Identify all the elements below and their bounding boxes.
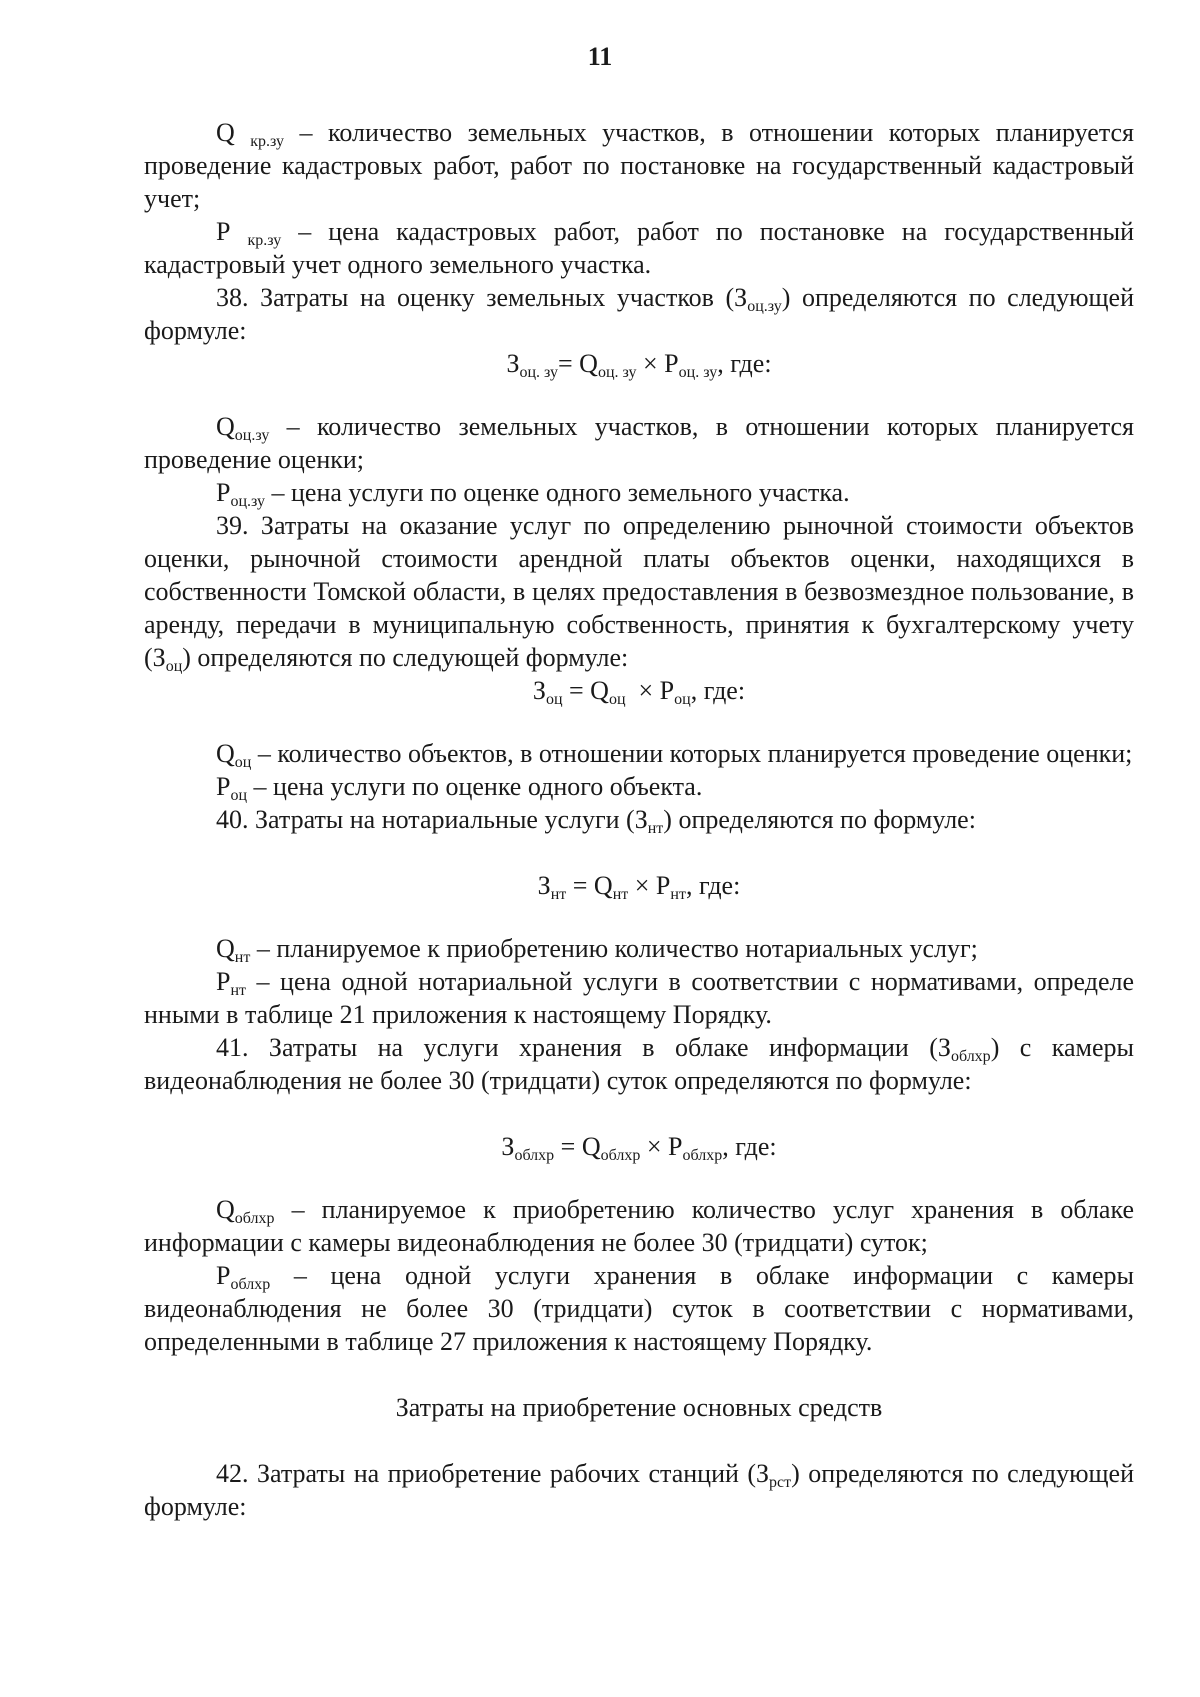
- definition-p-kr-zu: [144, 215, 1134, 281]
- subscript: оц.зу: [747, 298, 782, 315]
- definition-text: – цена услуги по оценке одного земельного участка.: [265, 478, 850, 507]
- formula-term: × Р: [636, 349, 679, 378]
- subscript: облхр: [234, 1210, 275, 1227]
- definition-text: – планируемое к приобретению количество нотариальных услуг;: [250, 934, 978, 963]
- document-body: [144, 116, 1134, 1523]
- item-38: [144, 281, 1134, 347]
- subscript: облхр: [682, 1147, 723, 1164]
- formula-suffix: , где:: [685, 871, 741, 900]
- formula-term: = Q: [562, 676, 609, 705]
- definition-q-oc-zu: [144, 410, 1134, 476]
- definition-text: – цена одной нотариальной услуги в соответствии с нормативами, определе нными в таблице 21 приложения к настоящему Порядку.: [144, 967, 1134, 1029]
- formula-oc-zu: [144, 347, 1134, 380]
- item-text-cont: ) определяются по следующей формуле:: [144, 283, 1135, 345]
- subscript: оц.зу: [230, 493, 266, 510]
- formula-term: З: [532, 676, 546, 705]
- item-42: [144, 1457, 1134, 1523]
- formula-term: × Р: [628, 871, 671, 900]
- symbol: Р: [216, 772, 231, 801]
- item-40: [144, 803, 1134, 836]
- subscript: оц: [608, 691, 626, 708]
- item-text: 39. Затраты на оказание услуг по определению рыночной стоимости объектов оценки, рыночной стоимости арендной платы объектов оценки, находящихся в собственности Томской области, в целях предоставления в безвозмездное пользование, в аренду, передачи в муниципальную собственность, принятия к бухгалтерскому учету (З: [144, 511, 1134, 672]
- symbol: Q: [216, 739, 235, 768]
- item-text: 41. Затраты на услуги хранения в облаке информации (З: [216, 1033, 951, 1062]
- subscript: нт: [230, 982, 247, 999]
- item-41: [144, 1031, 1134, 1097]
- formula-nt: [144, 869, 1134, 902]
- subscript: облхр: [514, 1147, 555, 1164]
- section-heading: Затраты на приобретение основных средств: [395, 1393, 883, 1422]
- formula-term: × Р: [625, 676, 675, 705]
- symbol: Р: [216, 217, 231, 246]
- formula-oc: [144, 674, 1134, 707]
- subscript: облхр: [230, 1276, 271, 1293]
- subscript: оц: [545, 691, 563, 708]
- definition-text: – цена кадастровых работ, работ по постановке на государственный кадастровый учет одного земельного участка.: [144, 217, 1135, 279]
- formula-term: = Q: [558, 349, 598, 378]
- item-text-cont: ) определяются по следующей формуле:: [182, 643, 629, 672]
- subscript: кр.зу: [250, 133, 285, 150]
- item-text-cont: ) определяются по следующей формуле:: [144, 1459, 1135, 1521]
- symbol: Р: [216, 478, 231, 507]
- subscript: нт: [234, 949, 251, 966]
- item-text: 38. Затраты на оценку земельных участков (З: [216, 283, 748, 312]
- subscript: нт: [647, 820, 664, 837]
- definition-q-kr-zu: [144, 116, 1134, 215]
- symbol: Р: [216, 967, 231, 996]
- symbol: Q: [216, 1195, 235, 1224]
- subscript: кр.зу: [247, 232, 282, 249]
- subscript: нт: [670, 886, 686, 903]
- formula-term: З: [506, 349, 520, 378]
- subscript: нт: [612, 886, 629, 903]
- symbol: Q: [216, 118, 235, 147]
- item-39: [144, 509, 1134, 674]
- symbol: Q: [216, 934, 235, 963]
- definition-q-oblhr: [144, 1193, 1134, 1259]
- page-number: 11: [587, 42, 613, 71]
- item-text-cont: ) определяются по формуле:: [663, 805, 976, 834]
- formula-term: × Р: [640, 1132, 683, 1161]
- definition-text: – цена одной услуги хранения в облаке информации с камеры видеонаблюдения не более 30 (тридцати) суток в соответствии с нормативами, определенными в таблице 27 приложения к настоящему Порядку.: [144, 1261, 1134, 1356]
- formula-oblhr: [144, 1130, 1134, 1163]
- formula-term: = Q: [566, 871, 613, 900]
- item-text: 40. Затраты на нотариальные услуги (З: [216, 805, 648, 834]
- item-text-cont: ) с камеры видеонаблюдения не более 30 (тридцати) суток определяются по формуле:: [144, 1033, 1134, 1095]
- subscript: оц. зу: [597, 364, 637, 381]
- subscript: облхр: [600, 1147, 641, 1164]
- definition-p-oc-zu: [144, 476, 1134, 509]
- symbol: Q: [216, 412, 235, 441]
- definition-q-nt: [144, 932, 1134, 965]
- subscript: нт: [550, 886, 567, 903]
- item-text: 42. Затраты на приобретение рабочих станций (З: [216, 1459, 770, 1488]
- formula-term: З: [501, 1132, 515, 1161]
- definition-q-oc: [144, 737, 1134, 770]
- formula-term: = Q: [554, 1132, 601, 1161]
- formula-term: З: [537, 871, 551, 900]
- definition-p-oc: [144, 770, 1134, 803]
- symbol: Р: [216, 1261, 231, 1290]
- definition-p-nt: [144, 965, 1134, 1031]
- definition-text: – количество объектов, в отношении которых планируется проведение оценки;: [251, 739, 1133, 768]
- subscript: оц: [234, 754, 252, 771]
- subscript: рст: [769, 1474, 792, 1491]
- definition-text: – количество земельных участков, в отношении которых планируется проведение оценки;: [144, 412, 1134, 474]
- definition-text: – планируемое к приобретению количество услуг хранения в облаке информации с камеры видеонаблюдения не более 30 (тридцати) суток;: [144, 1195, 1134, 1257]
- subscript: облхр: [950, 1048, 991, 1065]
- definition-text: – количество земельных участков, в отношении которых планируется проведение кадастровых работ, работ по постановке на государственный кадастровый учет;: [144, 118, 1134, 213]
- definition-text: – цена услуги по оценке одного объекта.: [247, 772, 703, 801]
- subscript: оц.зу: [234, 427, 270, 444]
- subscript: оц: [674, 691, 691, 708]
- definition-p-oblhr: [144, 1259, 1134, 1358]
- subscript: оц. зу: [678, 364, 718, 381]
- subscript: оц: [165, 658, 183, 675]
- subscript: оц: [230, 787, 248, 804]
- formula-suffix: , где:: [690, 676, 746, 705]
- formula-suffix: , где:: [722, 1132, 777, 1161]
- formula-suffix: , где:: [717, 349, 772, 378]
- subscript: оц. зу: [519, 364, 559, 381]
